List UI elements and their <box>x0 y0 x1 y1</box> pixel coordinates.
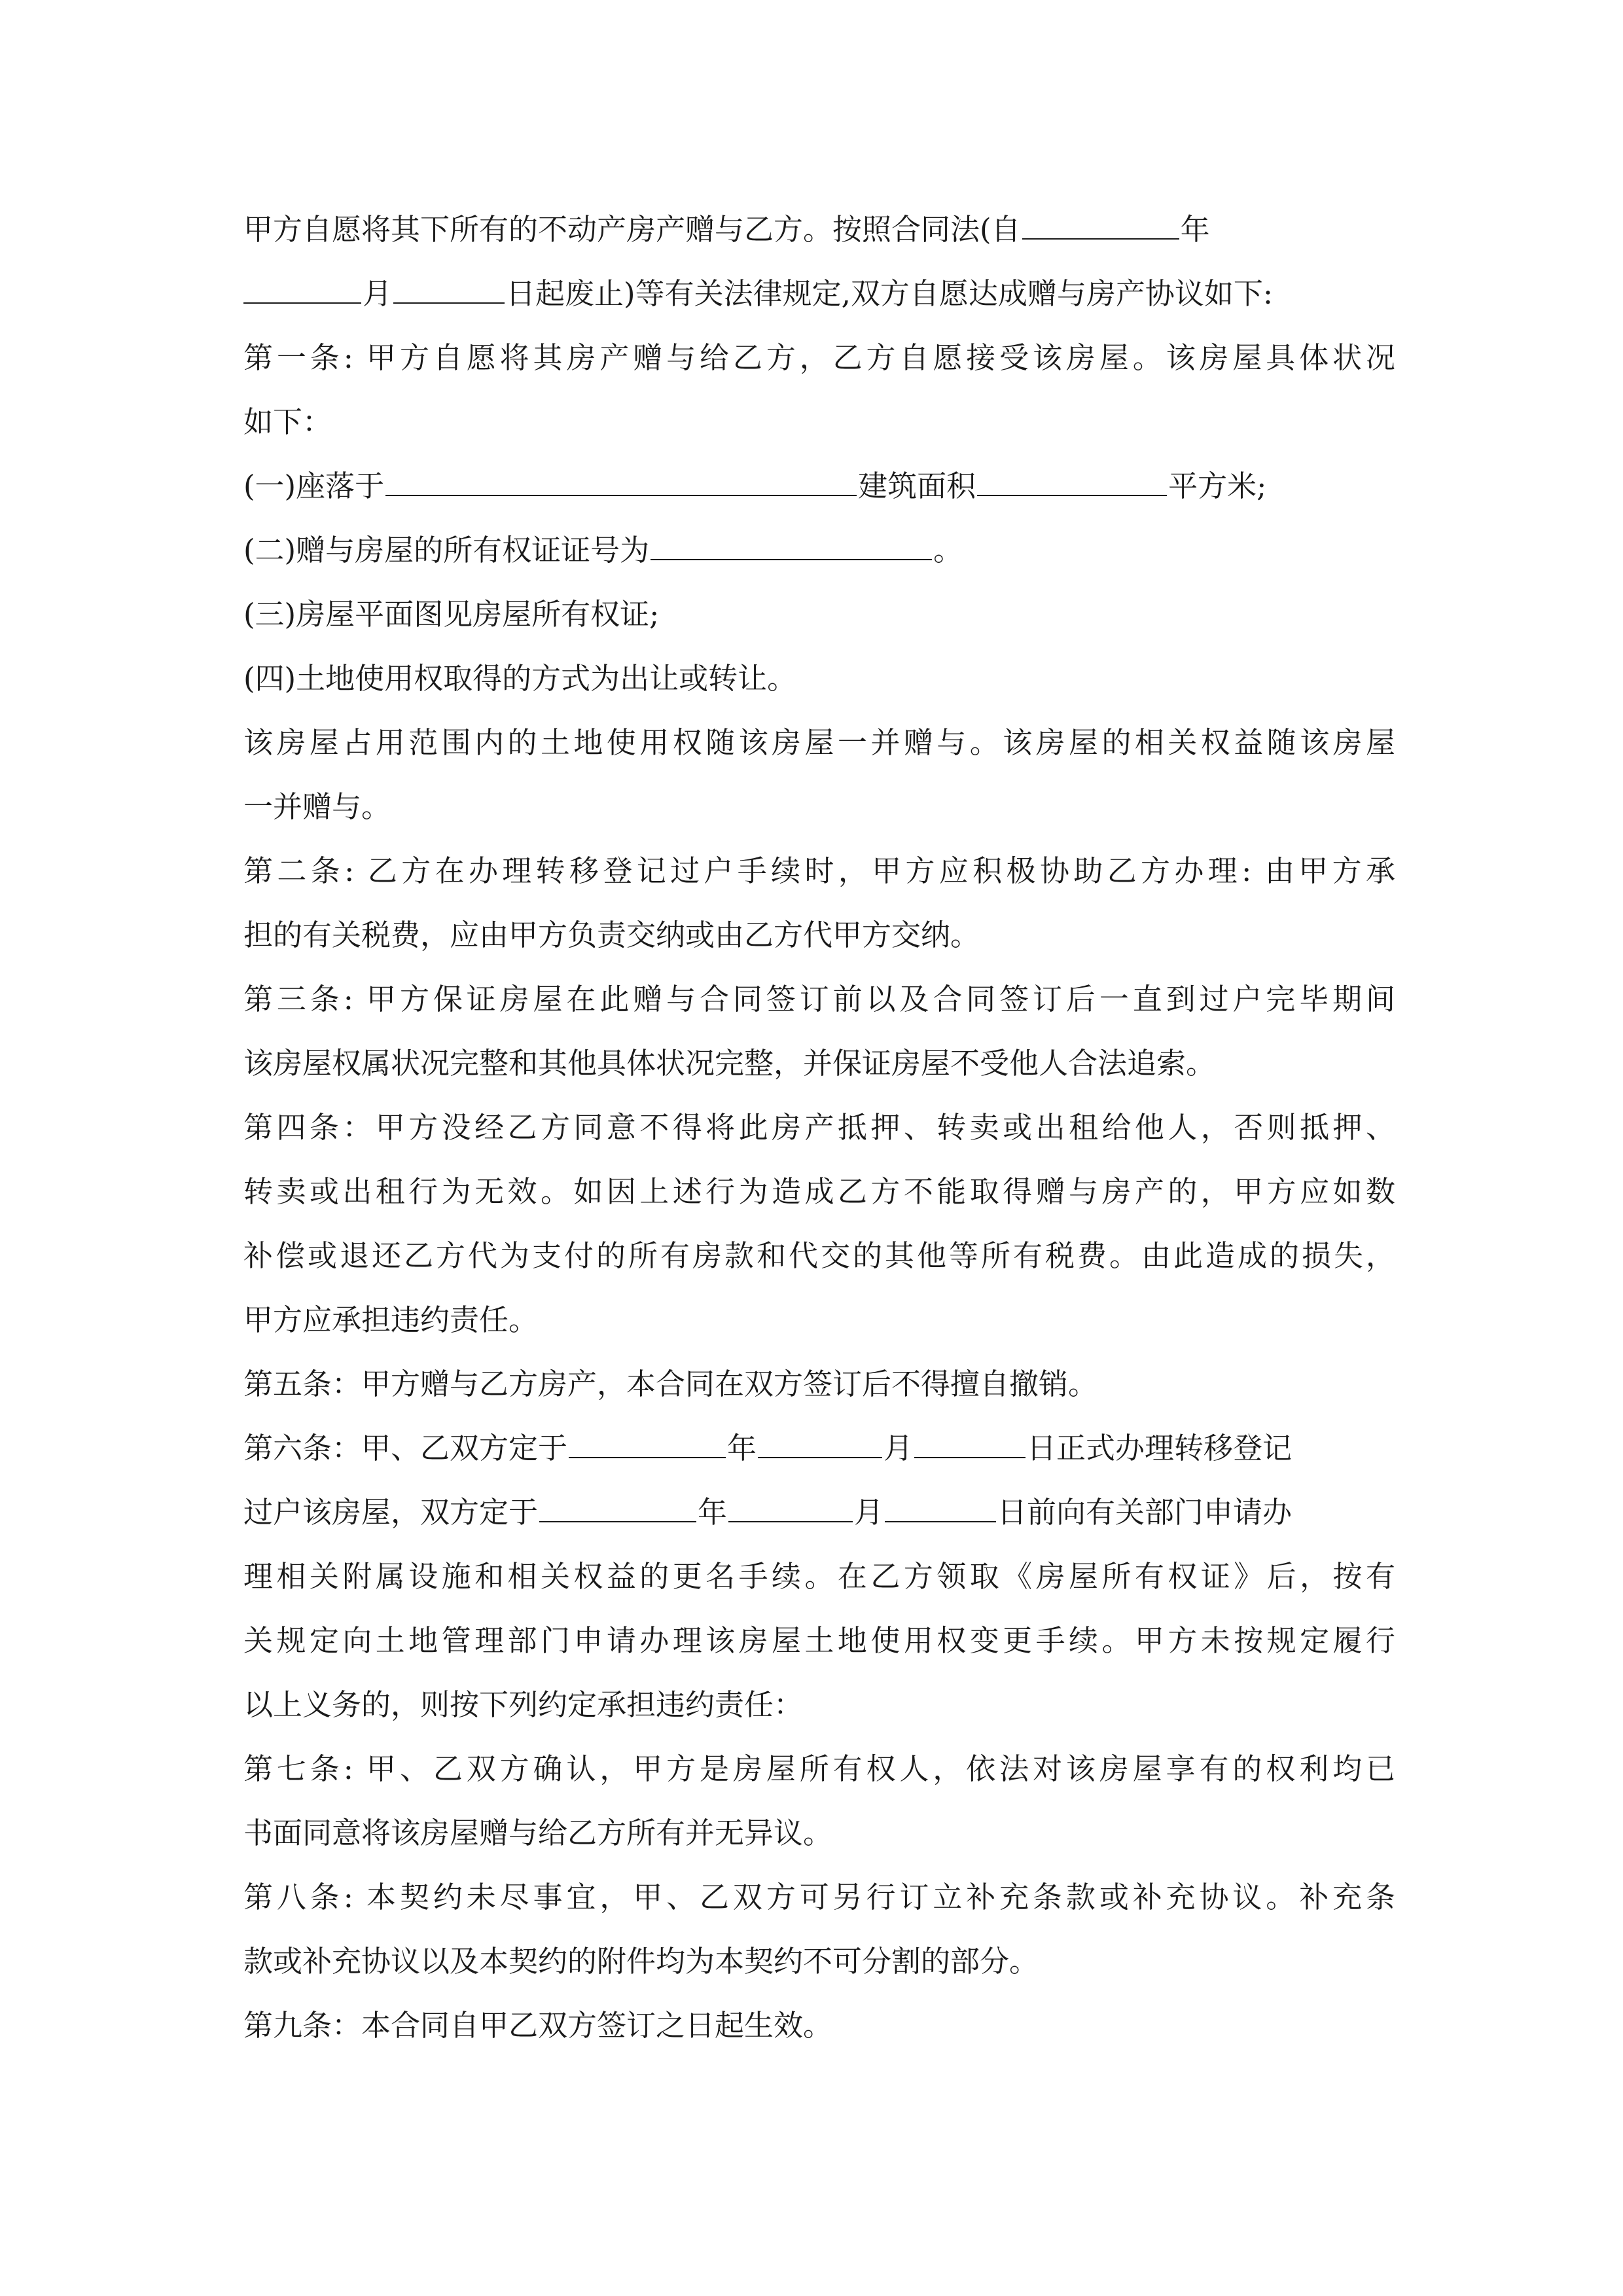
fill-blank-location[interactable] <box>385 459 857 496</box>
text-segment: 第六条：甲、乙双方定于 <box>243 1431 568 1465</box>
contract-page <box>243 198 1395 2058</box>
paragraph-line: 款或补充协议以及本契约的附件均为本契约不可分割的部分。 <box>243 1944 1039 1979</box>
text-segment: 年 <box>698 1495 728 1530</box>
paragraph-line: 一并赠与。 <box>243 789 391 824</box>
paragraph-line: 第三条: 甲方保证房屋在此赠与合同签订前以及合同签订后一直到过户完毕期间 <box>243 982 1395 1016</box>
paragraph-line: 转卖或出租行为无效。如因上述行为造成乙方不能取得赠与房产的，甲方应如数 <box>243 1174 1395 1209</box>
paragraph-line: 如下： <box>243 404 332 439</box>
fill-blank-month[interactable] <box>243 267 361 304</box>
paragraph-line: (四)土地使用权取得的方式为出让或转让。 <box>243 661 797 696</box>
fill-blank-day[interactable] <box>885 1486 996 1522</box>
text-segment: 日前向有关部门申请办 <box>997 1495 1293 1530</box>
text-segment: 日正式办理转移登记 <box>1027 1431 1293 1465</box>
paragraph-line: 第九条：本合同自甲乙双方签订之日起生效。 <box>243 2008 833 2043</box>
paragraph-line <box>243 518 1395 583</box>
paragraph-line <box>243 454 1395 518</box>
fill-blank-month[interactable] <box>758 1422 882 1458</box>
text-segment: 月 <box>883 1431 914 1465</box>
paragraph-line: 第五条：甲方赠与乙方房产，本合同在双方签订后不得擅自撤销。 <box>243 1367 1098 1401</box>
paragraph-line <box>243 198 1395 262</box>
paragraph-line: 第七条: 甲、乙双方确认，甲方是房屋所有权人，依法对该房屋享有的权利均已 <box>243 1751 1395 1786</box>
fill-blank-certificate-number[interactable] <box>651 524 932 560</box>
text-segment: 甲方自愿将其下所有的不动产房产赠与乙方。按照合同法(自 <box>243 212 1021 247</box>
paragraph-line: 理相关附属设施和相关权益的更名手续。在乙方领取《房屋所有权证》后，按有 <box>243 1559 1395 1594</box>
fill-blank-area[interactable] <box>977 459 1167 496</box>
paragraph-line: 关规定向土地管理部门申请办理该房屋土地使用权变更手续。甲方未按规定履行 <box>243 1623 1395 1658</box>
text-segment: 月 <box>363 276 393 311</box>
paragraph-line: 第四条：甲方没经乙方同意不得将此房产抵押、转卖或出租给他人，否则抵押、 <box>243 1110 1395 1145</box>
paragraph-line <box>243 1480 1395 1545</box>
fill-blank-day[interactable] <box>914 1422 1026 1458</box>
text-segment: (一)座落于 <box>243 469 385 503</box>
text-segment: 年 <box>1180 212 1210 247</box>
paragraph-line: 甲方应承担违约责任。 <box>243 1302 539 1337</box>
fill-blank-day[interactable] <box>393 267 505 304</box>
text-segment: 平方米; <box>1168 469 1267 503</box>
paragraph-line: 第一条: 甲方自愿将其房产赠与给乙方，乙方自愿接受该房屋。该房屋具体状况 <box>243 340 1395 375</box>
paragraph-line: 补偿或退还乙方代为支付的所有房款和代交的其他等所有税费。由此造成的损失， <box>243 1238 1395 1273</box>
text-segment: (二)赠与房屋的所有权证证号为 <box>243 533 650 567</box>
text-segment: 日起废止)等有关法律规定,双方自愿达成赠与房产协议如下: <box>506 276 1274 311</box>
text-segment: 年 <box>727 1431 757 1465</box>
paragraph-line: 以上义务的，则按下列约定承担违约责任： <box>243 1687 804 1722</box>
paragraph-line: (三)房屋平面图见房屋所有权证; <box>243 597 660 632</box>
text-segment: 建筑面积 <box>858 469 976 503</box>
paragraph-line: 该房屋权属状况完整和其他具体状况完整，并保证房屋不受他人合法追索。 <box>243 1046 1216 1081</box>
paragraph-line <box>243 262 1395 326</box>
paragraph-line: 第二条: 乙方在办理转移登记过户手续时，甲方应积极协助乙方办理: 由甲方承 <box>243 853 1395 888</box>
paragraph-line: 第八条: 本契约未尽事宜，甲、乙双方可另行订立补充条款或补充协议。补充条 <box>243 1880 1395 1914</box>
paragraph-line <box>243 1416 1395 1480</box>
paragraph-line: 该房屋占用范围内的土地使用权随该房屋一并赠与。该房屋的相关权益随该房屋 <box>243 725 1395 760</box>
fill-blank-year[interactable] <box>539 1486 696 1522</box>
text-segment: 月 <box>854 1495 884 1530</box>
paragraph-line: 书面同意将该房屋赠与给乙方所有并无异议。 <box>243 1816 833 1850</box>
text-segment: 。 <box>933 533 963 567</box>
text-segment: 过户该房屋，双方定于 <box>243 1495 539 1530</box>
fill-blank-month[interactable] <box>728 1486 853 1522</box>
paragraph-line: 担的有关税费，应由甲方负责交纳或由乙方代甲方交纳。 <box>243 918 980 952</box>
fill-blank-year[interactable] <box>1022 203 1179 240</box>
fill-blank-year[interactable] <box>569 1422 726 1458</box>
